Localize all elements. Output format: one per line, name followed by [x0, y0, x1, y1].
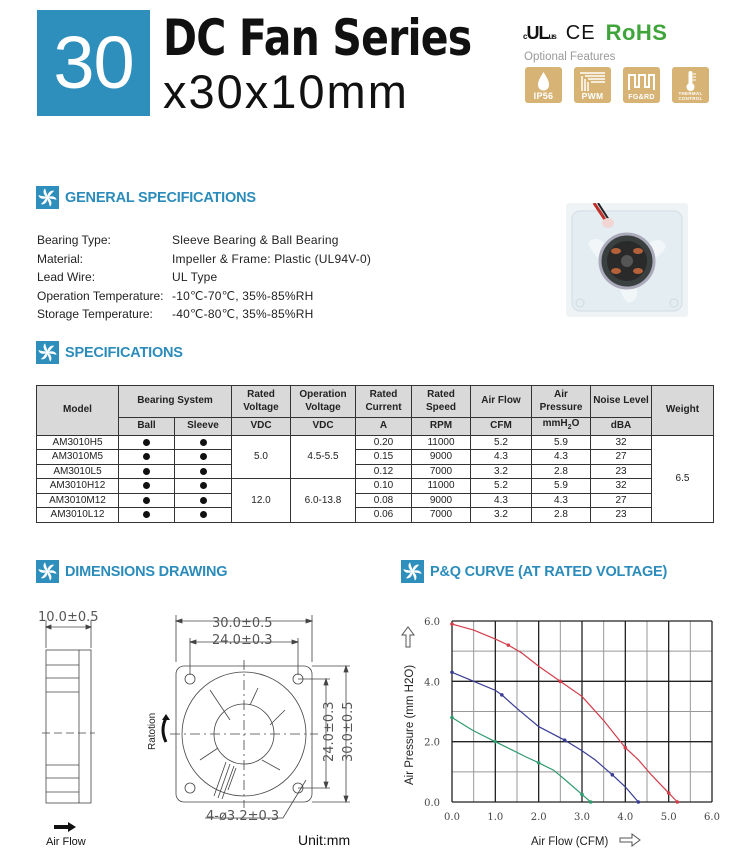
- header-rated-current: Rated Current: [356, 386, 412, 418]
- y-tick-label: 0.0: [424, 798, 440, 809]
- rotation-label: Ratotion: [147, 712, 158, 750]
- pq-curve-heading: [401, 560, 667, 583]
- sleeve-bearing-dot-icon: [200, 468, 207, 475]
- fan-product-photo: [566, 203, 688, 317]
- section-title: SPECIFICATIONS: [65, 344, 183, 361]
- fan-logo-icon: [36, 560, 59, 583]
- dimensions-drawing-heading: [36, 560, 227, 583]
- x-tick-label: 5.0: [660, 812, 677, 823]
- ball-bearing-dot-icon: [143, 453, 150, 460]
- series-dimensions: x30x10mm: [163, 65, 409, 118]
- y-axis-label: Air Pressure (mm H2O): [404, 664, 416, 785]
- header-noise-level: Noise Level: [591, 386, 652, 418]
- sleeve-bearing-dot-icon: [200, 497, 207, 504]
- x-tick-label: 6.0: [704, 812, 720, 823]
- series-title: DC Fan Series: [163, 9, 472, 67]
- outer-height-dimension: 30.0±0.5: [341, 701, 356, 762]
- x-tick-label: 0.0: [444, 812, 460, 823]
- unit-ball: Ball: [119, 418, 175, 436]
- header-air-flow: Air Flow: [471, 386, 532, 418]
- x-axis-label: Air Flow (CFM): [531, 836, 609, 848]
- specifications-heading: [36, 341, 183, 364]
- data-point-marker: [611, 773, 615, 777]
- header-rated-voltage: Rated Voltage: [232, 386, 291, 418]
- x-tick-label: 4.0: [617, 812, 634, 823]
- ball-bearing-dot-icon: [143, 482, 150, 489]
- table-row: AM3010L5 0.12 7000 3.2 2.8 23: [37, 464, 714, 479]
- table-row: AM3010L12 0.06 7000 3.2 2.8 23: [37, 508, 714, 523]
- ball-bearing-dot-icon: [143, 439, 150, 446]
- data-point-marker: [559, 680, 563, 684]
- data-point-marker: [667, 791, 671, 795]
- optional-features: [525, 67, 709, 103]
- spec-row-bearing-type: Bearing Type: Sleeve Bearing & Ball Bearing: [37, 233, 339, 247]
- dimensions-drawing: [0, 595, 390, 848]
- header-weight: Weight: [652, 386, 714, 436]
- rotation-arrow-icon: [163, 718, 166, 742]
- table-row: AM3010M12 0.08 9000 4.3 4.3 27: [37, 493, 714, 508]
- pq-curve-line: [452, 672, 638, 802]
- unit-label: Unit:mm: [298, 832, 351, 848]
- table-row: AM3010M5 0.15 9000 4.3 4.3 27: [37, 450, 714, 465]
- feature-ip56: IP56: [525, 67, 562, 103]
- thickness-dimension: 10.0±0.5: [38, 610, 99, 625]
- data-point-marker: [494, 740, 498, 744]
- fan-logo-icon: [36, 186, 59, 209]
- outer-width-dimension: 30.0±0.5: [212, 616, 273, 631]
- unit-air-flow: CFM: [471, 418, 532, 436]
- y-tick-label: 6.0: [424, 617, 440, 628]
- x-tick-label: 1.0: [487, 812, 504, 823]
- header-rated-speed: Rated Speed: [412, 386, 471, 418]
- data-point-marker: [450, 670, 454, 674]
- data-point-marker: [676, 800, 680, 804]
- ce-certification-icon: CE: [565, 21, 596, 44]
- specifications-table: [36, 385, 714, 523]
- mounting-holes-dimension: 4-ø3.2±0.3: [206, 809, 280, 824]
- unit-rated-current: A: [356, 418, 412, 436]
- air-flow-arrow-icon: [54, 822, 76, 832]
- data-point-marker: [537, 761, 541, 765]
- hole-spacing-width-dimension: 24.0±0.3: [212, 633, 273, 648]
- sleeve-bearing-dot-icon: [200, 453, 207, 460]
- data-point-marker: [500, 693, 504, 697]
- general-specs-list: [37, 231, 371, 324]
- ul-certification-icon: cULus: [523, 22, 556, 43]
- sleeve-bearing-dot-icon: [200, 439, 207, 446]
- x-tick-label: 2.0: [530, 812, 547, 823]
- data-point-marker: [563, 738, 567, 742]
- feature-fg-rd: FG&RD: [623, 67, 660, 103]
- ball-bearing-dot-icon: [143, 511, 150, 518]
- section-title: GENERAL SPECIFICATIONS: [65, 189, 256, 206]
- table-row: AM3010H12 12.0 6.0-13.8 0.10 11000 5.2 5.9 32: [37, 479, 714, 494]
- feature-thermal-control: THERMAL CONTROL: [672, 67, 709, 103]
- data-point-marker: [580, 793, 584, 797]
- spec-row-lead-wire: Lead Wire: UL Type: [37, 270, 218, 284]
- data-point-marker: [450, 716, 454, 720]
- ball-bearing-dot-icon: [143, 497, 150, 504]
- spec-row-material: Material: Impeller & Frame: Plastic (UL94V-0): [37, 251, 372, 266]
- air-flow-label: Air Flow: [46, 836, 86, 848]
- unit-sleeve: Sleeve: [175, 418, 232, 436]
- spec-row-storage-temperature: Storage Temperature: -40℃-80℃, 35%-85%RH: [37, 307, 314, 321]
- data-point-marker: [507, 643, 511, 647]
- section-title: DIMENSIONS DRAWING: [65, 563, 228, 580]
- x-axis-arrow-icon: [620, 834, 640, 846]
- fan-logo-icon: [401, 560, 424, 583]
- unit-noise-level: dBA: [591, 418, 652, 436]
- data-point-marker: [450, 622, 454, 626]
- header-bearing-system: Bearing System: [119, 386, 232, 418]
- feature-pwm: PWM: [574, 67, 611, 103]
- rohs-certification-icon: RoHS: [605, 20, 668, 45]
- y-axis-arrow-icon: [402, 627, 414, 647]
- weight-value: 6.5: [652, 435, 714, 522]
- header-air-pressure: Air Pressure: [532, 386, 591, 418]
- header-model: Model: [37, 386, 119, 436]
- pq-curve-chart: [395, 600, 745, 848]
- y-tick-label: 4.0: [424, 677, 440, 689]
- optional-features-label: Optional Features: [524, 51, 616, 63]
- unit-rated-voltage: VDC: [232, 418, 291, 436]
- sleeve-bearing-dot-icon: [200, 511, 207, 518]
- hole-spacing-height-dimension: 24.0±0.3: [322, 701, 337, 762]
- ball-bearing-dot-icon: [143, 468, 150, 475]
- sleeve-bearing-dot-icon: [200, 482, 207, 489]
- unit-operation-voltage: VDC: [291, 418, 356, 436]
- table-row: AM3010H5 5.0 4.5-5.5 0.20 11000 5.2 5.9 32 6.5: [37, 435, 714, 450]
- general-specs-heading: [36, 186, 256, 209]
- fan-logo-icon: [36, 341, 59, 364]
- y-tick-label: 2.0: [424, 737, 440, 749]
- unit-rated-speed: RPM: [412, 418, 471, 436]
- size-badge: 30: [37, 10, 150, 116]
- data-point-marker: [637, 800, 641, 804]
- spec-row-operation-temperature: Operation Temperature: -10℃-70℃, 35%-85%RH: [37, 288, 314, 303]
- section-title: P&Q CURVE (AT RATED VOLTAGE): [430, 563, 668, 580]
- header-operation-voltage: Operation Voltage: [291, 386, 356, 418]
- unit-air-pressure: mmH$_2$O: [532, 418, 591, 436]
- data-point-marker: [589, 800, 593, 804]
- x-tick-label: 3.0: [574, 812, 590, 823]
- data-point-marker: [624, 746, 628, 750]
- certification-logos: [523, 20, 667, 46]
- pq-curve-line: [452, 718, 591, 802]
